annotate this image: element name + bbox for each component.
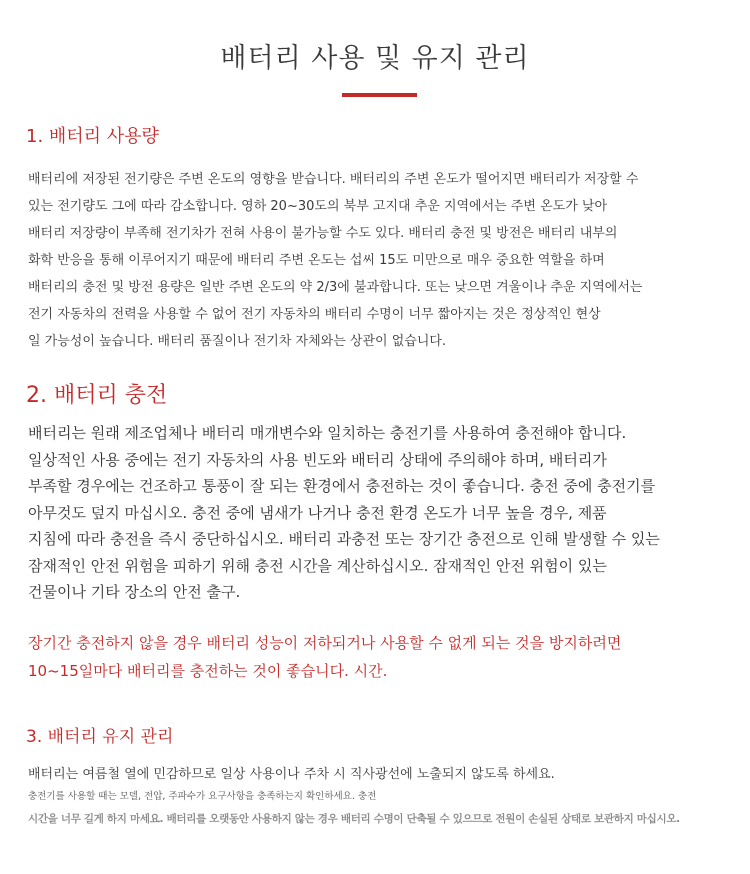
title-underline bbox=[342, 93, 417, 97]
charging-note bbox=[28, 629, 728, 685]
paragraph-line: 아무것도 덮지 마십시오. 충전 중에 냄새가 나거나 충전 환경 온도가 너무 높을 경우, 제품 bbox=[28, 503, 607, 522]
paragraph-line: 잠재적인 안전 위험을 피하기 위해 충전 시간을 계산하십시오. 잠재적인 안전 위험이 있는 bbox=[28, 556, 607, 575]
paragraph-line: 배터리 저장량이 부족해 전기차가 전혀 사용이 불가능할 수도 있다. 배터리 충전 및 방전은 배터리 내부의 bbox=[28, 226, 618, 241]
paragraph-line: 배터리에 저장된 전기량은 주변 온도의 영향을 받습니다. 배터리의 주변 온도가 떨어지면 배터리가 저장할 수 bbox=[28, 172, 639, 187]
paragraph-line: 일 가능성이 높습니다. 배터리 품질이나 전기차 자체와는 상관이 없습니다. bbox=[28, 334, 447, 349]
paragraph-line: 있는 전기량도 그에 따라 감소합니다. 영하 20~30도의 북부 고지대 추운 지역에서는 주변 온도가 낮아 bbox=[28, 199, 608, 214]
section-body-charging bbox=[28, 420, 728, 606]
paragraph-line: 배터리는 여름철 열에 민감하므로 일상 사용이나 주차 시 직사광선에 노출되지 않도록 하세요. bbox=[28, 767, 555, 782]
paragraph-line: 화학 반응을 통해 이루어지기 때문에 배터리 주변 온도는 섭씨 15도 미만으로 매우 중요한 역할을 하며 bbox=[28, 253, 605, 268]
paragraph-line: 건물이나 기타 장소의 안전 출구. bbox=[28, 583, 241, 601]
section-body-usage bbox=[28, 166, 728, 355]
paragraph-line: 부족할 경우에는 건조하고 통풍이 잘 되는 환경에서 충전하는 것이 좋습니다. 충전 중에 충전기를 bbox=[28, 477, 656, 495]
section-heading-maintenance: 3. 배터리 유지 관리 bbox=[26, 727, 174, 747]
paragraph-line: 시간을 너무 길게 하지 마세요. 배터리를 오랫동안 사용하지 않는 경우 배터리 수명이 단축될 수 있으므로 전원이 손실된 상태로 보관하지 마십시오. bbox=[28, 813, 680, 825]
paragraph-line: 일상적인 사용 중에는 전기 자동차의 사용 빈도와 배터리 상태에 주의해야 하며, 배터리가 bbox=[28, 450, 607, 469]
paragraph-line: 배터리의 충전 및 방전 용량은 일반 주변 온도의 약 2/3에 불과합니다. 또는 낮으면 겨울이나 추운 지역에서는 bbox=[28, 280, 643, 295]
section-body-maintenance bbox=[28, 764, 728, 830]
page-title: 배터리 사용 및 유지 관리 bbox=[220, 43, 530, 74]
paragraph-line: 지침에 따라 충전을 즉시 중단하십시오. 배터리 과충전 또는 장기간 충전으로 인해 발생할 수 있는 bbox=[28, 530, 660, 548]
section-heading-usage: 1. 배터리 사용량 bbox=[26, 126, 159, 147]
paragraph-line: 전기 자동차의 전력을 사용할 수 없어 전기 자동차의 배터리 수명이 너무 짧아지는 것은 정상적인 현상 bbox=[28, 307, 601, 322]
paragraph-line: 배터리는 원래 제조업체나 배터리 매개변수와 일치하는 충전기를 사용하여 충전해야 합니다. bbox=[28, 424, 627, 442]
paragraph-line: 충전기를 사용할 때는 모델, 전압, 주파수가 요구사항을 충족하는지 확인하세요. 충전 bbox=[28, 791, 377, 802]
section-heading-charging: 2. 배터리 충전 bbox=[26, 383, 168, 408]
note-line: 10~15일마다 배터리를 충전하는 것이 좋습니다. 시간. bbox=[28, 662, 388, 680]
note-line: 장기간 충전하지 않을 경우 배터리 성능이 저하되거나 사용할 수 없게 되는 것을 방지하려면 bbox=[28, 634, 622, 652]
